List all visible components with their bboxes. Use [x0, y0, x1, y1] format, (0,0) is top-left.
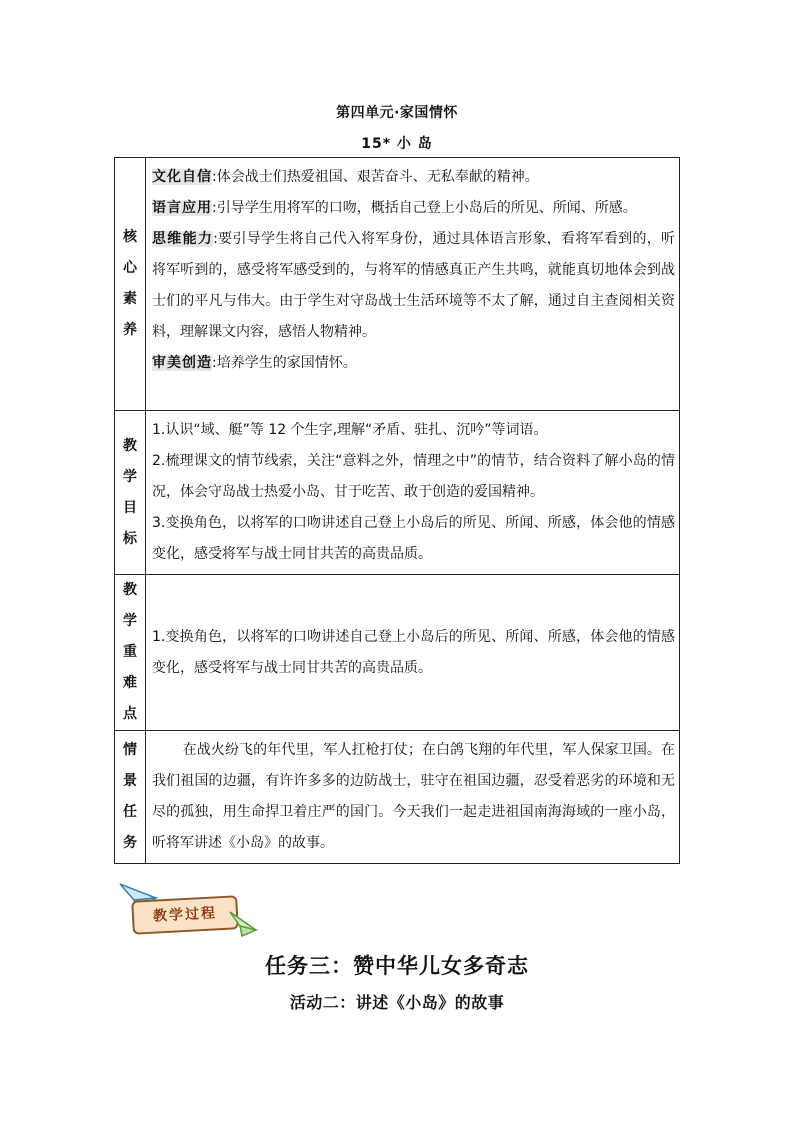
- label-char: 难: [123, 675, 137, 691]
- label-char: 务: [123, 835, 137, 851]
- core-text: :体会战士们热爱祖国、艰苦奋斗、无私奉献的精神。: [212, 169, 539, 185]
- core-tag: 文化自信: [152, 169, 212, 185]
- row-core-literacy: [115, 158, 680, 411]
- key-point-text: 1.变换角色，以将军的口吻讲述自己登上小岛后的所见、所闻、所感，体会他的情感变化，感受将军与战士同甘共苦的高贵品质。: [152, 628, 675, 676]
- label-char: 标: [123, 530, 137, 547]
- label-char: 养: [123, 322, 137, 338]
- unit-title: 第四单元·家国情怀: [336, 105, 458, 121]
- label-char: 教: [123, 437, 137, 454]
- label-char: 教: [123, 582, 137, 598]
- label-char: 核: [123, 229, 137, 245]
- core-item: [152, 193, 675, 224]
- row-scenario-task: [115, 731, 680, 864]
- core-item: [152, 348, 675, 379]
- core-item: [152, 224, 675, 348]
- core-tag: 思维能力: [152, 231, 214, 247]
- core-item: [152, 162, 675, 193]
- core-tag: 语言应用: [152, 200, 212, 216]
- label-char: 点: [123, 706, 137, 722]
- task-title: 任务三：赞中华儿女多奇志: [265, 954, 529, 978]
- teaching-process-badge: [118, 880, 258, 940]
- label-char: 情: [123, 742, 137, 758]
- core-text: :引导学生用将军的口吻，概括自己登上小岛后的所见、所闻、所感。: [212, 200, 637, 216]
- goal-item: 2.梳理课文的情节线索，关注“意料之外，情理之中”的情节，结合资料了解小岛的情况，体会守岛战士热爱小岛、甘于吃苦、敢于创造的爱国精神。: [152, 453, 675, 500]
- row-teaching-goals: [115, 411, 680, 575]
- lesson-title: 15* 小 岛: [361, 136, 433, 152]
- label-core-literacy: [115, 158, 146, 411]
- content-core-literacy: [146, 158, 680, 411]
- label-key-points: [115, 575, 146, 731]
- lesson-plan-table: [114, 157, 680, 864]
- label-char: 目: [123, 499, 137, 516]
- label-teaching-goals: [115, 411, 146, 575]
- badge-label: 教学过程: [131, 895, 239, 935]
- content-key-points: [146, 575, 680, 731]
- label-char: 心: [123, 260, 137, 276]
- content-scenario-task: [146, 731, 680, 864]
- label-char: 重: [123, 644, 137, 660]
- label-scenario-task: [115, 731, 146, 864]
- core-tag: 审美创造: [152, 355, 212, 371]
- activity-title: 活动二：讲述《小岛》的故事: [289, 993, 505, 1012]
- label-char: 学: [123, 468, 137, 485]
- core-text: :培养学生的家国情怀。: [212, 355, 357, 371]
- label-char: 任: [123, 804, 137, 820]
- label-char: 学: [123, 613, 137, 629]
- goal-item: 1.认识“域、艇”等 12 个生字,理解“矛盾、驻扎、沉吟”等词语。: [152, 422, 548, 438]
- goal-item: 3.变换角色，以将军的口吻讲述自己登上小岛后的所见、所闻、所感，体会他的情感变化，感受将军与战士同甘共苦的高贵品质。: [152, 515, 675, 562]
- label-char: 景: [123, 773, 137, 789]
- row-key-points: [115, 575, 680, 731]
- content-teaching-goals: [146, 411, 680, 575]
- label-char: 素: [123, 291, 137, 307]
- paper-plane-icon: [228, 910, 258, 938]
- core-text: :要引导学生将自己代入将军身份，通过具体语言形象，看将军看到的，听将军听到的，感受将军感受到的，与将军的情感真正产生共鸣，就能真切地体会到战士们的平凡与伟大。由于学生对守岛战士生活环境等不太了解，通过自主查阅相关资料，理解课文内容，感悟人物精神。: [152, 231, 676, 340]
- scenario-text: 在战火纷飞的年代里，军人扛枪打仗；在白鸽飞翔的年代里，军人保家卫国。在我们祖国的边疆，有许许多多的边防战士，驻守在祖国边疆，忍受着恶劣的环境和无尽的孤独，用生命捍卫着庄严的国门。今天我们一起走进祖国南海海域的一座小岛，听将军讲述《小岛》的故事。: [152, 742, 675, 851]
